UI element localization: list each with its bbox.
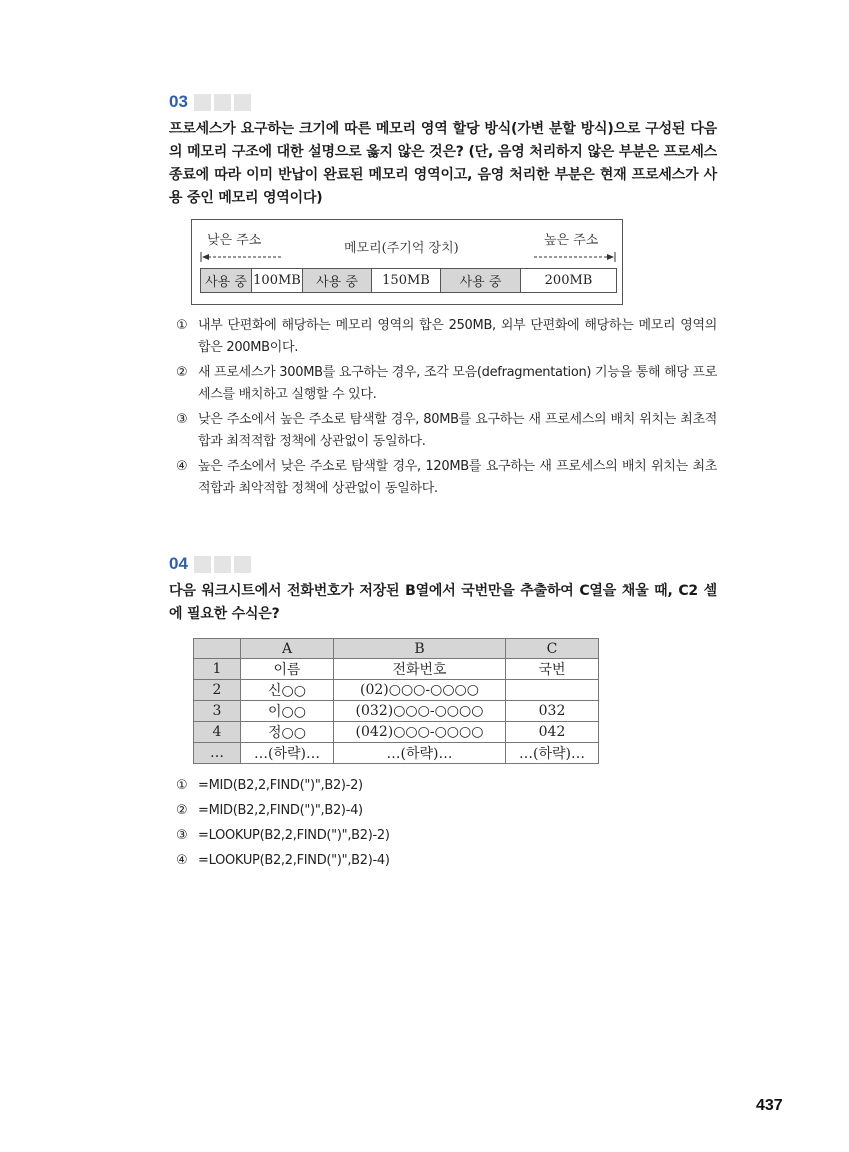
left-arrow-icon xyxy=(200,252,282,262)
right-arrow-icon xyxy=(534,252,616,262)
column-header: A xyxy=(241,639,334,659)
question-03-stem: 프로세스가 요구하는 크기에 따른 메모리 영역 할당 방식(가변 분할 방식)으로 구성된 다음의 메모리 구조에 대한 설명으로 옳지 않은 것은? (단, 음영 처리하지 않은 부분은 프로세스 종료에 따라 이미 반납이 완료된 메모리 영역이고, 음영 처리한 부분은 현재 프로세스가 사용 중인 메모리 영역이다) xyxy=(169,121,717,206)
option-number: ③ xyxy=(176,412,188,427)
page-number: 437 xyxy=(756,1097,783,1114)
low-address-label: 낮은 주소 xyxy=(207,233,262,248)
check-boxes xyxy=(194,556,251,573)
option-1[interactable] xyxy=(176,315,717,359)
option-2[interactable] xyxy=(176,800,717,822)
memory-block-used: 사용 중 xyxy=(303,269,372,292)
high-address-label: 높은 주소 xyxy=(544,233,599,248)
option-2[interactable] xyxy=(176,362,717,406)
check-box xyxy=(194,556,211,573)
table-row xyxy=(194,680,599,701)
option-text: =MID(B2,2,FIND(")",B2)-4) xyxy=(198,803,363,818)
table-cell: (032)○○○-○○○○ xyxy=(334,701,506,722)
option-number: ① xyxy=(176,778,188,793)
table-header-row xyxy=(194,639,599,659)
table-cell: …(하략)… xyxy=(334,743,506,764)
check-box xyxy=(194,94,211,111)
option-number: ② xyxy=(176,365,188,380)
option-number: ③ xyxy=(176,828,188,843)
memory-block-used: 사용 중 xyxy=(441,269,521,292)
table-cell: 이○○ xyxy=(241,701,334,722)
option-1[interactable] xyxy=(176,775,717,797)
table-cell: 신○○ xyxy=(241,680,334,701)
table-cell: 이름 xyxy=(241,659,334,680)
row-header: 3 xyxy=(194,701,241,722)
question-04-options xyxy=(176,775,717,875)
row-header: 2 xyxy=(194,680,241,701)
row-header: 4 xyxy=(194,722,241,743)
check-box xyxy=(214,556,231,573)
option-3[interactable] xyxy=(176,825,717,847)
table-cell: 042 xyxy=(506,722,599,743)
option-3[interactable] xyxy=(176,409,717,453)
table-row xyxy=(194,743,599,764)
option-number: ④ xyxy=(176,459,188,474)
table-row xyxy=(194,722,599,743)
column-header: C xyxy=(506,639,599,659)
question-03-options xyxy=(176,315,717,503)
option-text: =LOOKUP(B2,2,FIND(")",B2)-2) xyxy=(198,828,390,843)
option-4[interactable] xyxy=(176,456,717,500)
table-row xyxy=(194,659,599,680)
memory-block-free: 200MB xyxy=(544,273,593,288)
option-text: 새 프로세스가 300MB를 요구하는 경우, 조각 모음(defragmentation) 기능을 통해 해당 프로세스를 배치하고 실행할 수 있다. xyxy=(198,365,717,402)
check-box xyxy=(214,94,231,111)
option-text: 내부 단편화에 해당하는 메모리 영역의 합은 250MB, 외부 단편화에 해당하는 메모리 영역의 합은 200MB이다. xyxy=(198,318,717,355)
memory-block-free: 100MB xyxy=(252,269,303,292)
check-boxes xyxy=(194,94,251,111)
corner-cell xyxy=(194,639,241,659)
option-number: ④ xyxy=(176,853,188,868)
option-text: =LOOKUP(B2,2,FIND(")",B2)-4) xyxy=(198,853,390,868)
table-cell: 정○○ xyxy=(241,722,334,743)
memory-block-free: 150MB xyxy=(372,269,441,292)
option-text: =MID(B2,2,FIND(")",B2)-2) xyxy=(198,778,363,793)
question-number: 03 xyxy=(169,92,188,111)
table-cell: …(하략)… xyxy=(506,743,599,764)
worksheet-table xyxy=(193,638,599,764)
option-number: ② xyxy=(176,803,188,818)
table-cell: 전화번호 xyxy=(334,659,506,680)
option-number: ① xyxy=(176,318,188,333)
table-cell: (042)○○○-○○○○ xyxy=(334,722,506,743)
row-header: 1 xyxy=(194,659,241,680)
row-header: … xyxy=(194,743,241,764)
option-text: 낮은 주소에서 높은 주소로 탐색할 경우, 80MB를 요구하는 새 프로세스의 배치 위치는 최초적합과 최적적합 정책에 상관없이 동일하다. xyxy=(198,412,717,449)
question-04-header xyxy=(169,554,251,574)
table-row xyxy=(194,701,599,722)
table-cell: …(하략)… xyxy=(241,743,334,764)
table-cell: 국번 xyxy=(506,659,599,680)
column-header: B xyxy=(334,639,506,659)
memory-blocks xyxy=(200,268,617,293)
question-03-header xyxy=(169,92,251,112)
option-4[interactable] xyxy=(176,850,717,872)
memory-block-used: 사용 중 xyxy=(201,269,252,292)
check-box xyxy=(234,94,251,111)
table-cell: 032 xyxy=(506,701,599,722)
table-cell: (02)○○○-○○○○ xyxy=(334,680,506,701)
question-number: 04 xyxy=(169,554,188,573)
option-text: 높은 주소에서 낮은 주소로 탐색할 경우, 120MB를 요구하는 새 프로세스의 배치 위치는 최초적합과 최악적합 정책에 상관없이 동일하다. xyxy=(198,459,717,496)
table-cell xyxy=(506,680,599,701)
check-box xyxy=(234,556,251,573)
question-04-stem: 다음 워크시트에서 전화번호가 저장된 B열에서 국번만을 추출하여 C열을 채울 때, C2 셀에 필요한 수식은? xyxy=(169,583,717,622)
memory-label: 메모리(주기억 장치) xyxy=(344,241,459,256)
memory-diagram xyxy=(191,219,623,305)
